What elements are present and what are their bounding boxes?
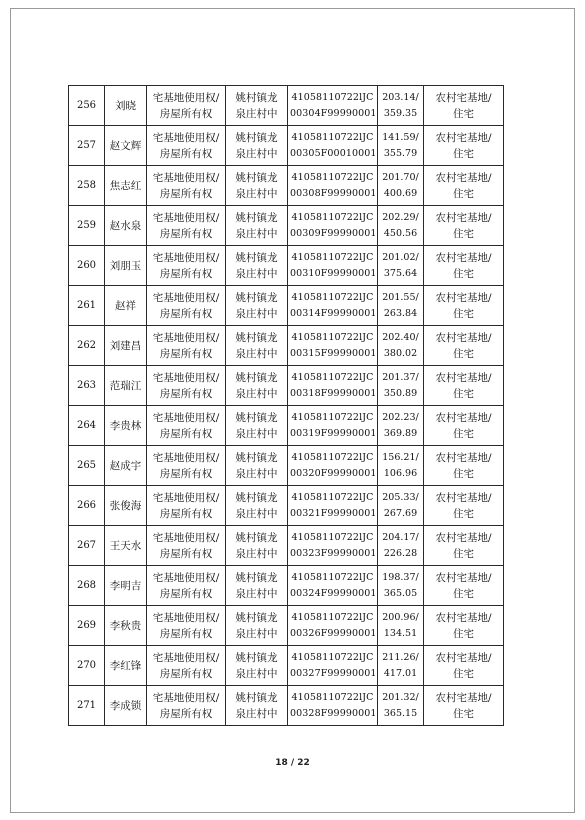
location-cell xyxy=(226,366,288,406)
right-type-line: 宅基地使用权/ xyxy=(152,691,220,704)
area-cell xyxy=(378,166,424,206)
land-use-line: 农村宅基地/ xyxy=(435,331,492,344)
right-type-line: 房屋所有权 xyxy=(159,107,213,120)
location-line: 姚村镇龙 xyxy=(235,571,278,584)
right-type-cell xyxy=(147,446,226,486)
table-row xyxy=(69,246,504,286)
area-cell xyxy=(378,686,424,726)
location-line: 泉庄村中 xyxy=(235,387,278,400)
area-line: 141.59/ xyxy=(382,131,419,143)
land-use-line: 农村宅基地/ xyxy=(435,411,492,424)
parcel-code-cell xyxy=(288,646,378,686)
parcel-code-line: 00315F99990001 xyxy=(290,347,377,359)
row-number-cell: 268 xyxy=(69,566,105,606)
land-use-line: 农村宅基地/ xyxy=(435,651,492,664)
area-cell xyxy=(378,326,424,366)
land-use-line: 农村宅基地/ xyxy=(435,451,492,464)
location-line: 泉庄村中 xyxy=(235,587,278,600)
right-type-line: 宅基地使用权/ xyxy=(152,611,220,624)
land-use-line: 住宅 xyxy=(453,187,474,200)
parcel-code-cell xyxy=(288,286,378,326)
table-row xyxy=(69,326,504,366)
location-cell xyxy=(226,646,288,686)
row-number-cell: 269 xyxy=(69,606,105,646)
parcel-code-cell xyxy=(288,406,378,446)
parcel-code-line: 41058110722lJC xyxy=(291,91,374,103)
area-cell xyxy=(378,246,424,286)
location-line: 姚村镇龙 xyxy=(235,171,278,184)
parcel-code-cell xyxy=(288,166,378,206)
owner-name-cell: 刘晓 xyxy=(105,86,147,126)
land-use-cell xyxy=(424,326,504,366)
area-line: 201.70/ xyxy=(382,171,419,183)
location-cell xyxy=(226,526,288,566)
area-cell xyxy=(378,86,424,126)
location-line: 姚村镇龙 xyxy=(235,651,278,664)
land-use-cell xyxy=(424,446,504,486)
parcel-code-line: 00321F99990001 xyxy=(290,507,377,519)
area-line: 134.51 xyxy=(383,627,418,639)
owner-name-cell: 李成锁 xyxy=(105,686,147,726)
location-line: 姚村镇龙 xyxy=(235,411,278,424)
land-use-line: 住宅 xyxy=(453,547,474,560)
parcel-code-line: 41058110722lJC xyxy=(291,251,374,263)
area-cell xyxy=(378,566,424,606)
page-number: 18 / 22 xyxy=(275,758,310,768)
land-use-line: 农村宅基地/ xyxy=(435,491,492,504)
right-type-line: 房屋所有权 xyxy=(159,547,213,560)
table-row xyxy=(69,686,504,726)
location-line: 泉庄村中 xyxy=(235,627,278,640)
location-line: 泉庄村中 xyxy=(235,547,278,560)
parcel-code-line: 41058110722lJC xyxy=(291,411,374,423)
owner-name-cell: 焦志红 xyxy=(105,166,147,206)
area-line: 204.17/ xyxy=(382,531,419,543)
location-line: 泉庄村中 xyxy=(235,667,278,680)
land-use-line: 农村宅基地/ xyxy=(435,251,492,264)
right-type-line: 房屋所有权 xyxy=(159,507,213,520)
area-line: 202.23/ xyxy=(382,411,419,423)
area-cell xyxy=(378,286,424,326)
location-line: 泉庄村中 xyxy=(235,347,278,360)
owner-name-cell: 张俊海 xyxy=(105,486,147,526)
table-row xyxy=(69,366,504,406)
row-number-cell: 258 xyxy=(69,166,105,206)
right-type-line: 宅基地使用权/ xyxy=(152,331,220,344)
parcel-code-line: 00309F99990001 xyxy=(290,227,377,239)
area-line: 365.15 xyxy=(383,707,418,719)
location-line: 泉庄村中 xyxy=(235,107,278,120)
land-use-line: 农村宅基地/ xyxy=(435,571,492,584)
parcel-code-cell xyxy=(288,686,378,726)
land-use-cell xyxy=(424,486,504,526)
area-line: 400.69 xyxy=(383,187,418,199)
location-line: 泉庄村中 xyxy=(235,227,278,240)
parcel-code-line: 41058110722lJC xyxy=(291,371,374,383)
land-use-line: 住宅 xyxy=(453,387,474,400)
location-cell xyxy=(226,566,288,606)
right-type-line: 宅基地使用权/ xyxy=(152,211,220,224)
area-line: 106.96 xyxy=(383,467,418,479)
parcel-code-line: 41058110722lJC xyxy=(291,611,374,623)
table-row xyxy=(69,526,504,566)
location-cell xyxy=(226,686,288,726)
parcel-code-line: 00320F99990001 xyxy=(290,467,377,479)
table-row xyxy=(69,86,504,126)
location-line: 泉庄村中 xyxy=(235,187,278,200)
land-use-cell xyxy=(424,366,504,406)
location-cell xyxy=(226,486,288,526)
land-use-cell xyxy=(424,406,504,446)
parcel-code-line: 41058110722lJC xyxy=(291,691,374,703)
parcel-code-cell xyxy=(288,246,378,286)
land-use-line: 农村宅基地/ xyxy=(435,691,492,704)
parcel-code-line: 00327F99990001 xyxy=(290,667,377,679)
area-line: 200.96/ xyxy=(382,611,419,623)
table-body xyxy=(69,86,504,726)
right-type-line: 宅基地使用权/ xyxy=(152,371,220,384)
right-type-cell xyxy=(147,526,226,566)
table-row xyxy=(69,486,504,526)
location-cell xyxy=(226,606,288,646)
right-type-cell xyxy=(147,126,226,166)
land-use-line: 农村宅基地/ xyxy=(435,91,492,104)
land-use-cell xyxy=(424,246,504,286)
table-row xyxy=(69,606,504,646)
parcel-code-cell xyxy=(288,446,378,486)
land-use-line: 住宅 xyxy=(453,627,474,640)
parcel-code-line: 00308F99990001 xyxy=(290,187,377,199)
right-type-line: 宅基地使用权/ xyxy=(152,131,220,144)
location-line: 姚村镇龙 xyxy=(235,611,278,624)
land-use-line: 住宅 xyxy=(453,307,474,320)
area-line: 359.35 xyxy=(383,107,418,119)
land-use-line: 住宅 xyxy=(453,147,474,160)
table-row xyxy=(69,286,504,326)
parcel-code-line: 00304F99990001 xyxy=(290,107,377,119)
owner-name-cell: 刘朋玉 xyxy=(105,246,147,286)
location-line: 姚村镇龙 xyxy=(235,451,278,464)
area-line: 355.79 xyxy=(383,147,418,159)
right-type-cell xyxy=(147,566,226,606)
parcel-code-line: 41058110722lJC xyxy=(291,291,374,303)
land-use-line: 住宅 xyxy=(453,347,474,360)
land-use-line: 农村宅基地/ xyxy=(435,291,492,304)
parcel-code-cell xyxy=(288,486,378,526)
area-line: 365.05 xyxy=(383,587,418,599)
land-use-cell xyxy=(424,166,504,206)
parcel-code-line: 41058110722lJC xyxy=(291,531,374,543)
owner-name-cell: 李秋贵 xyxy=(105,606,147,646)
land-use-line: 农村宅基地/ xyxy=(435,531,492,544)
land-use-line: 农村宅基地/ xyxy=(435,171,492,184)
right-type-line: 宅基地使用权/ xyxy=(152,171,220,184)
parcel-code-line: 00318F99990001 xyxy=(290,387,377,399)
area-line: 202.40/ xyxy=(382,331,419,343)
row-number-cell: 256 xyxy=(69,86,105,126)
parcel-code-line: 00319F99990001 xyxy=(290,427,377,439)
location-cell xyxy=(226,86,288,126)
right-type-cell xyxy=(147,166,226,206)
right-type-line: 房屋所有权 xyxy=(159,587,213,600)
right-type-line: 房屋所有权 xyxy=(159,387,213,400)
location-line: 姚村镇龙 xyxy=(235,691,278,704)
area-line: 201.02/ xyxy=(382,251,419,263)
location-cell xyxy=(226,246,288,286)
right-type-line: 房屋所有权 xyxy=(159,467,213,480)
right-type-line: 房屋所有权 xyxy=(159,627,213,640)
location-line: 姚村镇龙 xyxy=(235,371,278,384)
parcel-code-cell xyxy=(288,606,378,646)
land-use-cell xyxy=(424,566,504,606)
table-row xyxy=(69,646,504,686)
land-use-line: 农村宅基地/ xyxy=(435,611,492,624)
row-number-cell: 260 xyxy=(69,246,105,286)
location-line: 姚村镇龙 xyxy=(235,91,278,104)
table-row xyxy=(69,406,504,446)
location-line: 泉庄村中 xyxy=(235,147,278,160)
parcel-code-line: 00324F99990001 xyxy=(290,587,377,599)
land-use-cell xyxy=(424,286,504,326)
location-line: 泉庄村中 xyxy=(235,307,278,320)
owner-name-cell: 刘建昌 xyxy=(105,326,147,366)
parcel-code-cell xyxy=(288,366,378,406)
right-type-line: 宅基地使用权/ xyxy=(152,491,220,504)
right-type-cell xyxy=(147,686,226,726)
row-number-cell: 263 xyxy=(69,366,105,406)
row-number-cell: 257 xyxy=(69,126,105,166)
area-line: 369.89 xyxy=(383,427,418,439)
owner-name-cell: 王天水 xyxy=(105,526,147,566)
land-use-line: 农村宅基地/ xyxy=(435,371,492,384)
area-cell xyxy=(378,206,424,246)
owner-name-cell: 赵祥 xyxy=(105,286,147,326)
parcel-code-line: 41058110722lJC xyxy=(291,331,374,343)
parcel-code-cell xyxy=(288,526,378,566)
land-use-cell xyxy=(424,206,504,246)
owner-name-cell: 李贵林 xyxy=(105,406,147,446)
location-line: 姚村镇龙 xyxy=(235,131,278,144)
area-line: 156.21/ xyxy=(382,451,419,463)
right-type-line: 宅基地使用权/ xyxy=(152,451,220,464)
land-use-line: 住宅 xyxy=(453,587,474,600)
owner-name-cell: 范瑞江 xyxy=(105,366,147,406)
parcel-code-line: 00314F99990001 xyxy=(290,307,377,319)
parcel-code-cell xyxy=(288,126,378,166)
right-type-line: 宅基地使用权/ xyxy=(152,531,220,544)
land-use-cell xyxy=(424,126,504,166)
location-line: 泉庄村中 xyxy=(235,427,278,440)
area-cell xyxy=(378,126,424,166)
land-use-line: 住宅 xyxy=(453,427,474,440)
owner-name-cell: 李红锋 xyxy=(105,646,147,686)
table-row xyxy=(69,446,504,486)
land-use-line: 住宅 xyxy=(453,667,474,680)
right-type-cell xyxy=(147,646,226,686)
parcel-code-line: 41058110722lJC xyxy=(291,651,374,663)
right-type-cell xyxy=(147,326,226,366)
parcel-code-line: 41058110722lJC xyxy=(291,211,374,223)
location-line: 泉庄村中 xyxy=(235,507,278,520)
row-number-cell: 261 xyxy=(69,286,105,326)
parcel-code-cell xyxy=(288,566,378,606)
location-line: 姚村镇龙 xyxy=(235,291,278,304)
right-type-line: 宅基地使用权/ xyxy=(152,571,220,584)
row-number-cell: 262 xyxy=(69,326,105,366)
row-number-cell: 271 xyxy=(69,686,105,726)
parcel-code-line: 00305F00010001 xyxy=(290,147,377,159)
right-type-line: 宅基地使用权/ xyxy=(152,651,220,664)
location-line: 泉庄村中 xyxy=(235,467,278,480)
land-use-cell xyxy=(424,606,504,646)
land-use-cell xyxy=(424,526,504,566)
land-use-line: 住宅 xyxy=(453,707,474,720)
area-line: 417.01 xyxy=(383,667,418,679)
row-number-cell: 270 xyxy=(69,646,105,686)
parcel-code-cell xyxy=(288,326,378,366)
location-line: 姚村镇龙 xyxy=(235,491,278,504)
area-line: 263.84 xyxy=(383,307,418,319)
location-cell xyxy=(226,206,288,246)
land-use-line: 住宅 xyxy=(453,227,474,240)
row-number-cell: 266 xyxy=(69,486,105,526)
area-cell xyxy=(378,646,424,686)
parcel-code-cell xyxy=(288,206,378,246)
right-type-line: 房屋所有权 xyxy=(159,227,213,240)
land-use-cell xyxy=(424,686,504,726)
parcel-code-line: 00326F99990001 xyxy=(290,627,377,639)
right-type-cell xyxy=(147,206,226,246)
area-cell xyxy=(378,526,424,566)
area-cell xyxy=(378,406,424,446)
parcel-code-cell xyxy=(288,86,378,126)
right-type-line: 房屋所有权 xyxy=(159,707,213,720)
land-use-cell xyxy=(424,646,504,686)
table-row xyxy=(69,566,504,606)
parcel-code-line: 41058110722lJC xyxy=(291,131,374,143)
right-type-line: 房屋所有权 xyxy=(159,667,213,680)
area-line: 350.89 xyxy=(383,387,418,399)
land-use-line: 住宅 xyxy=(453,107,474,120)
location-cell xyxy=(226,446,288,486)
area-line: 205.33/ xyxy=(382,491,419,503)
area-line: 226.28 xyxy=(383,547,418,559)
area-line: 211.26/ xyxy=(382,651,419,663)
owner-name-cell: 赵成宇 xyxy=(105,446,147,486)
area-line: 202.29/ xyxy=(382,211,419,223)
area-line: 450.56 xyxy=(383,227,418,239)
right-type-cell xyxy=(147,286,226,326)
location-cell xyxy=(226,326,288,366)
location-line: 姚村镇龙 xyxy=(235,331,278,344)
area-cell xyxy=(378,606,424,646)
parcel-code-line: 41058110722lJC xyxy=(291,491,374,503)
right-type-line: 房屋所有权 xyxy=(159,187,213,200)
right-type-line: 房屋所有权 xyxy=(159,267,213,280)
owner-name-cell: 李明吉 xyxy=(105,566,147,606)
owner-name-cell: 赵水泉 xyxy=(105,206,147,246)
parcel-code-line: 41058110722lJC xyxy=(291,171,374,183)
land-use-line: 住宅 xyxy=(453,467,474,480)
land-use-line: 住宅 xyxy=(453,507,474,520)
right-type-line: 房屋所有权 xyxy=(159,147,213,160)
location-line: 姚村镇龙 xyxy=(235,211,278,224)
owner-name-cell: 赵文辉 xyxy=(105,126,147,166)
location-cell xyxy=(226,126,288,166)
table-row xyxy=(69,206,504,246)
table-row xyxy=(69,166,504,206)
area-line: 201.37/ xyxy=(382,371,419,383)
row-number-cell: 259 xyxy=(69,206,105,246)
parcel-code-line: 41058110722lJC xyxy=(291,451,374,463)
area-line: 380.02 xyxy=(383,347,418,359)
area-cell xyxy=(378,486,424,526)
right-type-cell xyxy=(147,86,226,126)
parcel-code-line: 00323F99990001 xyxy=(290,547,377,559)
table-row xyxy=(69,126,504,166)
right-type-cell xyxy=(147,366,226,406)
right-type-cell xyxy=(147,406,226,446)
parcel-code-line: 00328F99990001 xyxy=(290,707,377,719)
area-line: 198.37/ xyxy=(382,571,419,583)
right-type-line: 宅基地使用权/ xyxy=(152,291,220,304)
property-registry-table xyxy=(68,85,504,726)
right-type-line: 宅基地使用权/ xyxy=(152,411,220,424)
location-line: 泉庄村中 xyxy=(235,267,278,280)
right-type-line: 宅基地使用权/ xyxy=(152,251,220,264)
area-line: 201.55/ xyxy=(382,291,419,303)
location-line: 姚村镇龙 xyxy=(235,251,278,264)
row-number-cell: 264 xyxy=(69,406,105,446)
land-use-line: 住宅 xyxy=(453,267,474,280)
land-use-cell xyxy=(424,86,504,126)
parcel-code-line: 00310F99990001 xyxy=(290,267,377,279)
area-cell xyxy=(378,366,424,406)
area-line: 203.14/ xyxy=(382,91,419,103)
right-type-line: 房屋所有权 xyxy=(159,427,213,440)
area-line: 201.32/ xyxy=(382,691,419,703)
area-line: 375.64 xyxy=(383,267,418,279)
area-line: 267.69 xyxy=(383,507,418,519)
row-number-cell: 267 xyxy=(69,526,105,566)
parcel-code-line: 41058110722lJC xyxy=(291,571,374,583)
location-cell xyxy=(226,406,288,446)
right-type-cell xyxy=(147,606,226,646)
right-type-cell xyxy=(147,246,226,286)
location-line: 泉庄村中 xyxy=(235,707,278,720)
land-use-line: 农村宅基地/ xyxy=(435,131,492,144)
right-type-line: 房屋所有权 xyxy=(159,347,213,360)
row-number-cell: 265 xyxy=(69,446,105,486)
land-use-line: 农村宅基地/ xyxy=(435,211,492,224)
right-type-cell xyxy=(147,486,226,526)
right-type-line: 房屋所有权 xyxy=(159,307,213,320)
area-cell xyxy=(378,446,424,486)
location-cell xyxy=(226,166,288,206)
location-cell xyxy=(226,286,288,326)
location-line: 姚村镇龙 xyxy=(235,531,278,544)
right-type-line: 宅基地使用权/ xyxy=(152,91,220,104)
